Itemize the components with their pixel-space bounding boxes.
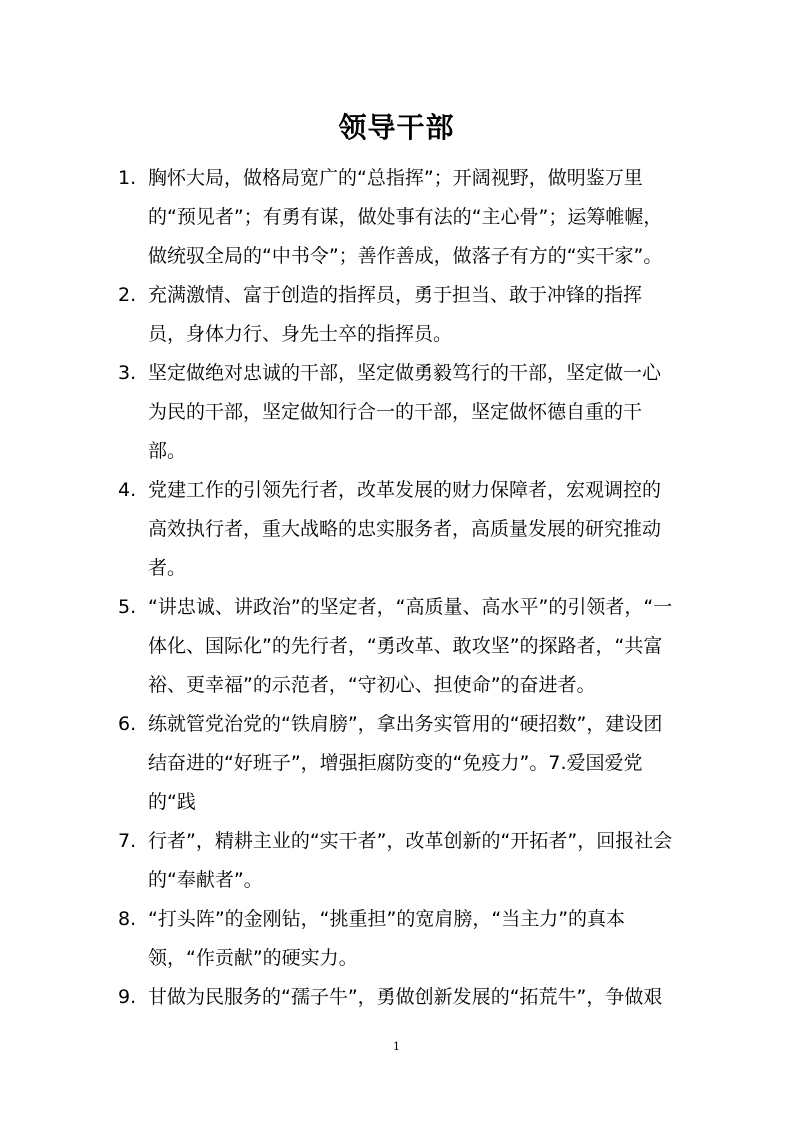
list-item-text: “讲忠诚、讲政治”的坚定者，“高质量、高水平”的引领者，“一体化、国际化”的先行者，“勇改革、敢攻坚”的探路者，“共富裕、更幸福”的示范者，“守初心、担使命”的奋进者。 [148,596,673,696]
list-item-text: 党建工作的引领先行者，改革发展的财力保障者，宏观调控的高效执行者，重大战略的忠实服务者，高质量发展的研究推动者。 [148,479,662,579]
list-item-text: 充满激情、富于创造的指挥员，勇于担当、敢于冲锋的指挥员，身体力行、身先士卒的指挥员。 [148,284,643,345]
document-title: 领导干部 [338,111,455,144]
list-item-text: 甘做为民服务的“孺子牛”，勇做创新发展的“拓荒牛”，争做艰 [148,986,663,1008]
list-item [118,588,678,705]
list-item [118,978,678,1017]
list-item-text: 行者”，精耕主业的“实干者”，改革创新的“开拓者”，回报社会的“奉献者”。 [148,830,673,891]
list-item-number: 7. [118,830,137,852]
list-item [118,705,678,822]
list-item [118,159,678,276]
list-item [118,822,678,900]
list-item-text: 胸怀大局，做格局宽广的“总指挥”；开阔视野，做明鉴万里的“预见者”；有勇有谋，做处事有法的“主心骨”；运筹帷幄，做统驭全局的“中书令”；善作善成，做落子有方的“实干家”。 [148,167,663,267]
list-item-number: 6. [118,713,137,735]
list-item-number: 3. [118,362,137,384]
list-item-number: 1. [118,167,137,189]
list-item-number: 4. [118,479,137,501]
page-number: 1 [393,1040,400,1053]
list-item-text: 坚定做绝对忠诚的干部，坚定做勇毅笃行的干部，坚定做一心为民的干部，坚定做知行合一的干部，坚定做怀德自重的干部。 [148,362,662,462]
list-item-number: 9. [118,986,137,1008]
list-item-number: 8. [118,908,137,930]
list-item [118,471,678,588]
numbered-list [118,159,678,1017]
list-item [118,354,678,471]
list-item-text: 练就管党治党的“铁肩膀”，拿出务实管用的“硬招数”，建设团结奋进的“好班子”，增强拒腐防变的“免疫力”。7.爱国爱党的“践 [148,713,663,813]
list-item-number: 5. [118,596,137,618]
list-item-text: “打头阵”的金刚钻，“挑重担”的宽肩膀，“当主力”的真本领，“作贡献”的硬实力。 [148,908,626,969]
list-item [118,276,678,354]
list-item [118,900,678,978]
list-item-number: 2. [118,284,137,306]
